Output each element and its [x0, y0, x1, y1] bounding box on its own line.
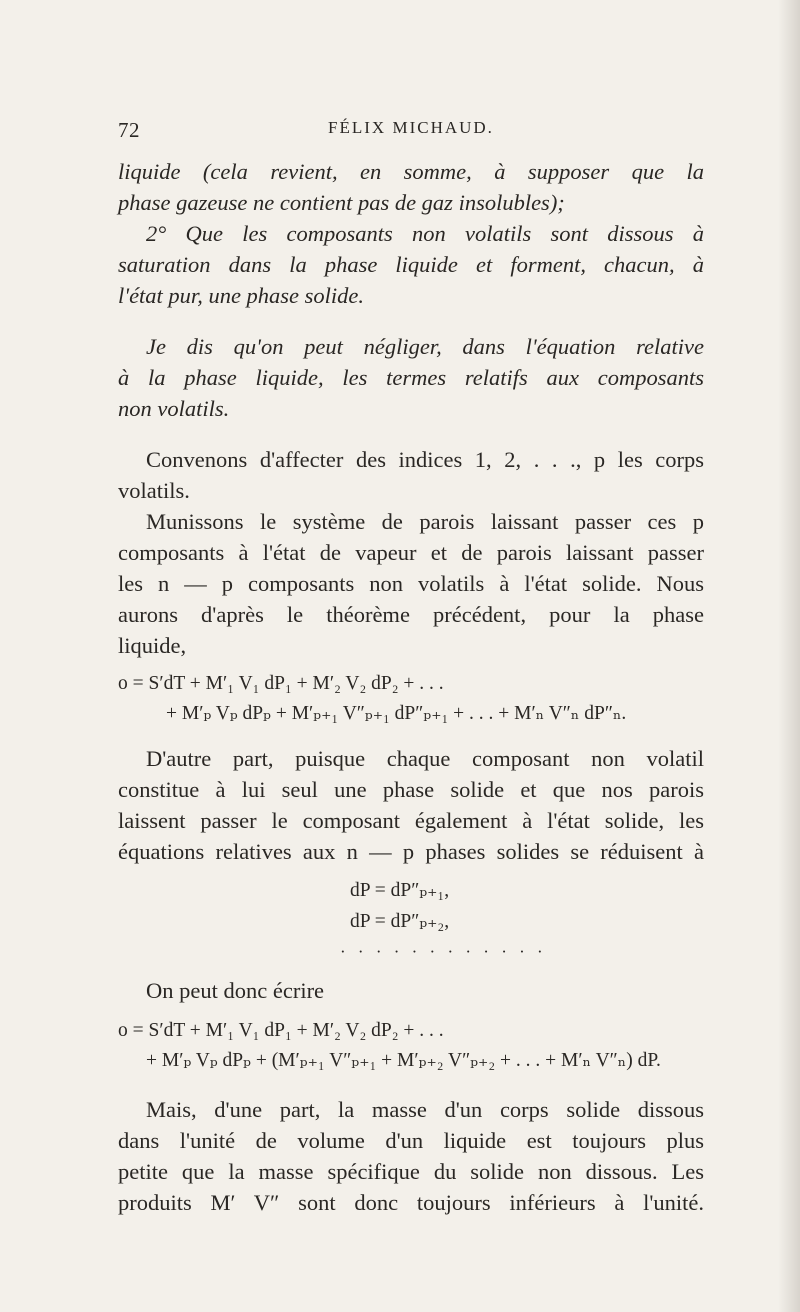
text-line: composants à l'état de vapeur et de parois laissant passer	[118, 540, 704, 565]
text-line: Mais, d'une part, la masse d'un corps solide dissous	[146, 1097, 704, 1122]
spacer	[118, 311, 704, 331]
spacer	[118, 424, 704, 444]
text-line: Convenons d'affecter des indices 1, 2, . . ., p les corps	[146, 447, 704, 472]
text-line: dans l'unité de volume d'un liquide est toujours plus	[118, 1128, 704, 1153]
text-line: volatils.	[118, 478, 190, 503]
text-line: liquide (cela revient, en somme, à supposer que la	[118, 159, 704, 184]
equation-line: + M′ₚ Vₚ dPₚ + M′ₚ₊₁ V″ₚ₊₁ dP″ₚ₊₁ + . . . + M′ₙ V″ₙ dP″ₙ.	[166, 703, 627, 724]
text-line: Je dis qu'on peut négliger, dans l'équation relative	[146, 334, 704, 359]
page-number: 72	[118, 118, 140, 142]
spacer	[118, 661, 704, 669]
paragraph-8	[118, 1094, 704, 1218]
equation-line: o = S′dT + M′₁ V₁ dP₁ + M′₂ V₂ dP₂ + . . .	[118, 673, 444, 694]
text-line: les n — p composants non volatils à l'état solide. Nous	[118, 571, 704, 596]
text-line: à la phase liquide, les termes relatifs aux composants	[118, 365, 704, 390]
page-body	[118, 156, 704, 1218]
paragraph-5	[118, 506, 704, 661]
text-line: l'état pur, une phase solide.	[118, 283, 365, 308]
text-line: D'autre part, puisque chaque composant non volatil	[146, 746, 704, 771]
equation-line: + M′ₚ Vₚ dPₚ + (M′ₚ₊₁ V″ₚ₊₁ + M′ₚ₊₂ V″ₚ₊₂ + . . . + M′ₙ V″ₙ) dP.	[146, 1050, 661, 1071]
paragraph-3	[118, 331, 704, 424]
spacer	[118, 1076, 704, 1094]
ellipsis-row: · · · · · · · · · · · ·	[340, 942, 547, 961]
text-line: aurons d'après le théorème précédent, pour la phase	[118, 602, 704, 627]
text-line: On peut donc écrire	[146, 978, 325, 1003]
text-line: Munissons le système de parois laissant passer ces p	[146, 509, 704, 534]
text-line: phase gazeuse ne contient pas de gaz insolubles);	[118, 190, 565, 215]
text-line: laissent passer le composant également à l'état solide, les	[118, 808, 704, 833]
spacer	[118, 967, 704, 975]
text-line: 2° Que les composants non volatils sont dissous à	[146, 221, 704, 246]
text-line: petite que la masse spécifique du solide non dissous. Les	[118, 1159, 704, 1184]
spacer	[118, 729, 704, 743]
spacer	[118, 867, 704, 875]
page-edge-shadow	[778, 0, 800, 1312]
text-line: équations relatives aux n — p phases solides se réduisent à	[118, 839, 704, 864]
paragraph-6	[118, 743, 704, 867]
text-line: liquide,	[118, 633, 187, 658]
paragraph-2	[118, 218, 704, 311]
text-line: constitue à lui seul une phase solide et que nos parois	[118, 777, 704, 802]
spacer	[118, 1006, 704, 1016]
text-line: non volatils.	[118, 396, 230, 421]
text-line: saturation dans la phase liquide et forment, chacun, à	[118, 252, 704, 277]
paragraph-7	[118, 975, 704, 1006]
equation-line: dP = dP″ₚ₊₂,	[350, 911, 450, 932]
paragraph-1	[118, 156, 704, 218]
running-title: FÉLIX MICHAUD.	[328, 118, 494, 137]
text-line: produits M′ V″ sont donc toujours inférieurs à l'unité.	[118, 1190, 704, 1215]
paragraph-4	[118, 444, 704, 506]
equation-line: o = S′dT + M′₁ V₁ dP₁ + M′₂ V₂ dP₂ + . . .	[118, 1020, 444, 1041]
equation-line: dP = dP″ₚ₊₁,	[350, 880, 450, 901]
